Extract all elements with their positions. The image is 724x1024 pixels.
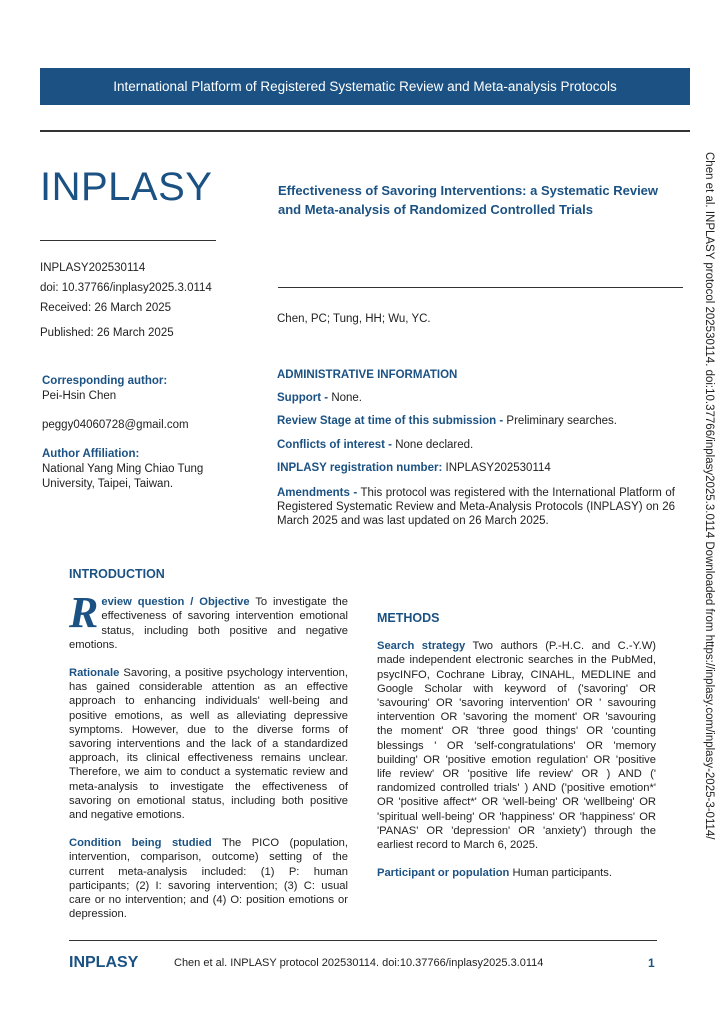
stage-line	[277, 414, 677, 428]
published-date: Published: 26 March 2025	[40, 327, 174, 339]
review-question-label: eview question / Objective	[101, 596, 250, 609]
rationale-label: Rationale	[69, 667, 120, 680]
registration-id: INPLASY202530114	[40, 262, 146, 274]
footer-brand: INPLASY	[69, 954, 139, 971]
participant-label: Participant or population	[377, 867, 510, 880]
registration-label: INPLASY registration number:	[277, 462, 443, 474]
condition-text: The PICO (population, intervention, comparison, outcome) setting of the current meta-analysis included: (1) P: human participants; (2) I: savoring intervention; (3) C: usual care or no intervention; and (4) O: position emotions or depression.	[69, 837, 348, 921]
admin-heading: ADMINISTRATIVE INFORMATION	[277, 369, 458, 381]
corresponding-email[interactable]: peggy04060728@gmail.com	[42, 419, 189, 431]
title-underline	[278, 287, 683, 288]
side-download-note	[693, 152, 719, 882]
registration-line	[277, 461, 677, 475]
rationale-text: Savoring, a positive psychology intervention, has gained considerable attention as an effective approach to enhancing individuals' well-being and positive emotions, as well as alleviating depressive symptoms. However, due to the diverse forms of savoring interventions and the lack of a standardized approach, its clinical effectiveness remains unclear. Therefore, we aim to conduct a systematic review and meta-analysis to investigate the effectiveness of savoring on emotional status, including both positive and negative emotions.	[69, 667, 348, 822]
condition-label: Condition being studied	[69, 837, 212, 850]
methods-heading: METHODS	[377, 611, 440, 625]
amendments-label: Amendments -	[277, 487, 358, 499]
corresponding-label: Corresponding author:	[42, 375, 168, 387]
search-strategy-paragraph	[377, 639, 656, 852]
introduction-column	[69, 567, 348, 921]
banner-text: International Platform of Registered Systematic Review and Meta-analysis Protocols	[113, 79, 617, 94]
header-divider	[40, 130, 690, 132]
participant-text: Human participants.	[512, 867, 612, 880]
conflicts-value: None declared.	[395, 439, 474, 451]
search-strategy-text: Two authors (P.-H.C. and C.-Y.W) made independent electronic searches in the PubMed, psycINFO, Cochrane Libray, CINAHL, MEDLINE and Google Scholar with keyword of ('savoring' OR 'savouring' OR 'savoring intervention' OR ' savouring intervention OR 'savoring the moment' OR 'savouring the moment' OR 'three good things' OR 'counting blessings ' OR 'self-congratulations' OR 'memory building' OR 'positive emotion regulation' OR 'positive life review' OR 'positive life review' OR ) AND (' randomized controlled trials' ) AND ('positive emotion*' OR 'positive affect*' OR 'well-being' OR 'wellbeing' OR 'spiritual well-being' OR 'happiness' OR 'happiness' OR 'PANAS' OR 'depression' OR 'anxiety') through the earliest record to March 6, 2025.	[377, 640, 657, 852]
amendments-value: This protocol was registered with the International Platform of Registered Systematic Review and Meta-Analysis Protocols (INPLASY) on 26 March 2025 and was last updated on 26 March 2025.	[277, 487, 675, 527]
registration-value: INPLASY202530114	[445, 462, 551, 474]
article-title: Effectiveness of Savoring Interventions: a Systematic Review and Meta-analysis of Randomized Controlled Trials	[278, 183, 659, 217]
condition-paragraph	[69, 836, 348, 921]
conflicts-label: Conflicts of interest -	[277, 439, 393, 451]
dropcap-letter: R	[69, 588, 99, 638]
participant-paragraph	[377, 866, 656, 880]
footer-divider	[69, 940, 657, 941]
support-label: Support -	[277, 392, 329, 404]
stage-value: Preliminary searches.	[506, 415, 617, 427]
review-question-paragraph	[69, 588, 349, 652]
header-banner	[40, 68, 690, 105]
received-date: Received: 26 March 2025	[40, 302, 172, 314]
brand-logo-text: INPLASY	[40, 165, 213, 209]
brand-underline	[40, 240, 216, 241]
methods-column	[377, 611, 656, 880]
rationale-paragraph	[69, 666, 348, 822]
amendments-paragraph	[277, 486, 675, 528]
stage-label: Review Stage at time of this submission -	[277, 415, 504, 427]
footer-citation: Chen et al. INPLASY protocol 202530114. doi:10.37766/inplasy2025.3.0114	[174, 957, 544, 969]
page-number: 1	[648, 956, 655, 970]
support-value: None.	[331, 392, 362, 404]
conflicts-line	[277, 438, 677, 452]
author-list: Chen, PC; Tung, HH; Wu, YC.	[277, 313, 431, 325]
affiliation-text: National Yang Ming Chiao Tung University, Taipei, Taiwan.	[42, 463, 204, 490]
doi-text: doi: 10.37766/inplasy2025.3.0114	[40, 282, 212, 294]
affiliation-label: Author Affiliation:	[42, 448, 140, 460]
support-line	[277, 391, 677, 405]
review-question-text: To investigate the effectiveness of savoring intervention emotional status, including both positive and negative emotions.	[69, 596, 349, 651]
corresponding-name: Pei-Hsin Chen	[42, 390, 117, 402]
search-strategy-label: Search strategy	[377, 640, 466, 653]
introduction-heading: INTRODUCTION	[69, 567, 165, 581]
side-download-text: Chen et al. INPLASY protocol 202530114. doi:10.37766/inplasy2025.3.0114 Downloaded from https://inplasy.com/inplasy-2025-3-0114/	[703, 152, 715, 840]
